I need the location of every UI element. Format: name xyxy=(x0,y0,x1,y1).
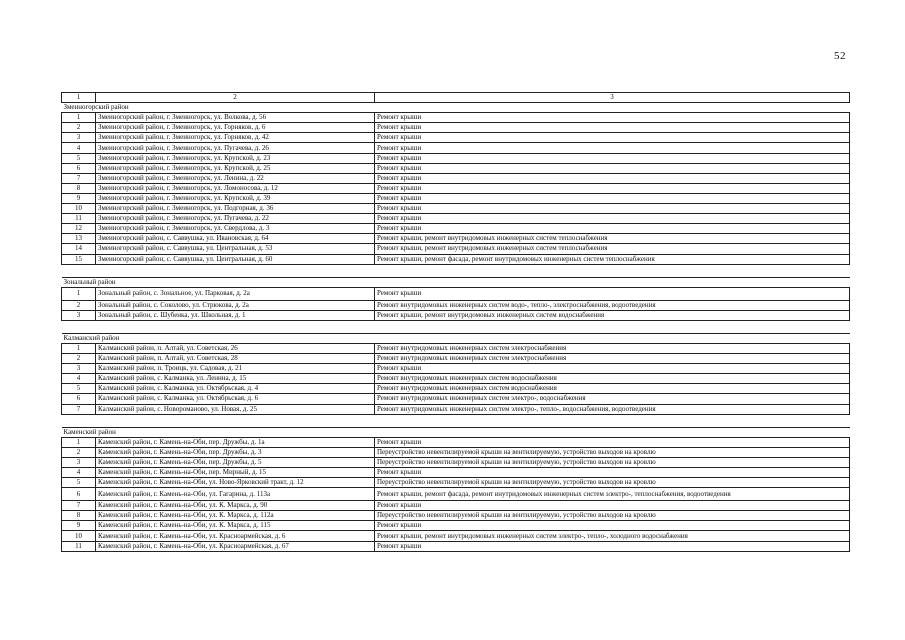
row-number: 6 xyxy=(62,488,96,501)
column-header-2: 2 xyxy=(96,93,375,103)
table-row xyxy=(62,384,850,394)
row-number: 6 xyxy=(62,163,96,173)
repair-work-type: Ремонт крыши xyxy=(375,224,850,234)
row-number: 7 xyxy=(62,404,96,414)
section-spacer xyxy=(62,414,850,427)
repair-work-type: Ремонт внутридомовых инженерных систем электро-, тепло-, водоснабжения, водоотведения xyxy=(375,404,850,414)
repair-work-type: Ремонт внутридомовых инженерных систем электроснабжения xyxy=(375,354,850,364)
row-number: 11 xyxy=(62,214,96,224)
building-address: Змеиногорский район, г. Змеиногорск, ул. Горняков, д. 6 xyxy=(96,123,375,133)
building-address: Змеиногорский район, г. Змеиногорск, ул. Крупской, д. 39 xyxy=(96,193,375,203)
repair-work-type: Переустройство невентилируемой крыши на вентилируемую, устройство выходов на кровлю xyxy=(375,478,850,488)
repair-work-type: Ремонт крыши xyxy=(375,183,850,193)
table-row xyxy=(62,287,850,300)
row-number: 4 xyxy=(62,468,96,478)
row-number: 2 xyxy=(62,447,96,457)
table-row xyxy=(62,113,850,123)
row-number: 9 xyxy=(62,193,96,203)
district-heading-row xyxy=(62,333,850,343)
spacer-cell xyxy=(62,414,850,427)
district-heading: Зональный район xyxy=(62,277,850,287)
repair-work-type: Ремонт крыши, ремонт внутридомовых инженерных систем теплоснабжения xyxy=(375,244,850,254)
repair-work-type: Ремонт крыши, ремонт фасада, ремонт внутридомовых инженерных систем электро-, теплоснабжения, водоотведения xyxy=(375,488,850,501)
building-address: Змеиногорский район, с. Саввушка, ул. Центральная, д. 53 xyxy=(96,244,375,254)
row-number: 1 xyxy=(62,287,96,300)
row-number: 1 xyxy=(62,113,96,123)
table-row xyxy=(62,447,850,457)
building-address: Змеиногорский район, г. Змеиногорск, ул. Пугачева, д. 26 xyxy=(96,143,375,153)
repair-work-type: Ремонт крыши, ремонт внутридомовых инженерных систем водоснабжения xyxy=(375,310,850,320)
building-address: Зональный район, с. Соколово, ул. Стрюкова, д. 2а xyxy=(96,300,375,310)
building-address: Калманский район, с. Калманка, ул. Октябрьская, д. 4 xyxy=(96,384,375,394)
section-spacer xyxy=(62,320,850,333)
row-number: 7 xyxy=(62,173,96,183)
building-address: Зональный район, с. Шубенка, ул. Школьная, д. 1 xyxy=(96,310,375,320)
repair-work-type: Ремонт крыши xyxy=(375,173,850,183)
table-row xyxy=(62,214,850,224)
section-spacer xyxy=(62,264,850,277)
row-number: 1 xyxy=(62,437,96,447)
table-row xyxy=(62,254,850,264)
building-address: Каменский район, г. Камень-на-Оби, ул. К. Маркса, д. 115 xyxy=(96,521,375,531)
building-address: Змеиногорский район, г. Змеиногорск, ул. Крупской, д. 25 xyxy=(96,163,375,173)
repair-register-table xyxy=(61,92,850,552)
repair-work-type: Ремонт крыши xyxy=(375,214,850,224)
repair-work-type: Ремонт крыши xyxy=(375,133,850,143)
building-address: Змеиногорский район, г. Змеиногорск, ул. Ломоносова, д. 12 xyxy=(96,183,375,193)
table-row xyxy=(62,404,850,414)
district-heading: Калманский район xyxy=(62,333,850,343)
row-number: 12 xyxy=(62,224,96,234)
table-row xyxy=(62,224,850,234)
building-address: Змеиногорский район, г. Змеиногорск, ул. Ленина, д. 22 xyxy=(96,173,375,183)
row-number: 3 xyxy=(62,457,96,467)
repair-work-type: Ремонт крыши, ремонт внутридомовых инженерных систем теплоснабжения xyxy=(375,234,850,244)
repair-work-type: Ремонт крыши xyxy=(375,521,850,531)
table-row xyxy=(62,153,850,163)
spacer-cell xyxy=(62,320,850,333)
row-number: 4 xyxy=(62,374,96,384)
building-address: Калманский район, п. Алтай, ул. Советская, 28 xyxy=(96,354,375,364)
repair-work-type: Переустройство невентилируемой крыши на вентилируемую, устройство выходов на кровлю xyxy=(375,511,850,521)
building-address: Каменский район, г. Камень-на-Оби, ул. К. Маркса, д. 90 xyxy=(96,501,375,511)
repair-work-type: Ремонт крыши xyxy=(375,437,850,447)
building-address: Змеиногорский район, г. Змеиногорск, ул. Пугачева, д. 22 xyxy=(96,214,375,224)
row-number: 1 xyxy=(62,343,96,353)
row-number: 8 xyxy=(62,511,96,521)
repair-work-type: Ремонт крыши, ремонт внутридомовых инженерных систем электро-, тепло-, холодного водоснабжения xyxy=(375,531,850,541)
repair-work-type: Ремонт крыши xyxy=(375,468,850,478)
building-address: Каменский район, г. Камень-на-Оби, ул. Красноармейская, д. 67 xyxy=(96,541,375,551)
district-heading: Каменский район xyxy=(62,427,850,437)
table-row xyxy=(62,163,850,173)
repair-work-type: Ремонт крыши xyxy=(375,193,850,203)
repair-work-type: Ремонт внутридомовых инженерных систем электроснабжения xyxy=(375,343,850,353)
building-address: Каменский район, г. Камень-на-Оби, пер. Дружбы, д. 3 xyxy=(96,447,375,457)
table-row xyxy=(62,364,850,374)
table-row xyxy=(62,541,850,551)
table-row xyxy=(62,234,850,244)
district-heading-row xyxy=(62,103,850,113)
row-number: 11 xyxy=(62,541,96,551)
row-number: 5 xyxy=(62,384,96,394)
repair-work-type: Ремонт крыши xyxy=(375,364,850,374)
building-address: Каменский район, г. Камень-на-Оби, пер. Дружбы, д. 1а xyxy=(96,437,375,447)
building-address: Калманский район, с. Калманка, ул. Октябрьская, д. 6 xyxy=(96,394,375,404)
repair-work-type: Ремонт крыши xyxy=(375,204,850,214)
repair-work-type: Ремонт внутридомовых инженерных систем водоснабжения xyxy=(375,374,850,384)
building-address: Калманский район, п. Алтай, ул. Советская, 26 xyxy=(96,343,375,353)
row-number: 14 xyxy=(62,244,96,254)
row-number: 5 xyxy=(62,478,96,488)
repair-work-type: Ремонт внутридомовых инженерных систем электро-, водоснабжения xyxy=(375,394,850,404)
building-address: Каменский район, г. Камень-на-Оби, ул. Гагарина, д. 113а xyxy=(96,488,375,501)
building-address: Калманский район, с. Калманка, ул. Ленина, д. 15 xyxy=(96,374,375,384)
repair-work-type: Ремонт внутридомовых инженерных систем водо-, тепло-, электроснабжения, водоотведения xyxy=(375,300,850,310)
district-heading-row xyxy=(62,427,850,437)
building-address: Калманский район, с. Новороманово, ул. Новая, д. 25 xyxy=(96,404,375,414)
building-address: Калманский район, п. Троицк, ул. Садовая, д. 21 xyxy=(96,364,375,374)
row-number: 9 xyxy=(62,521,96,531)
row-number: 8 xyxy=(62,183,96,193)
table-row xyxy=(62,244,850,254)
table-body xyxy=(62,93,850,552)
building-address: Змеиногорский район, с. Саввушка, ул. Центральная, д. 60 xyxy=(96,254,375,264)
table-row xyxy=(62,133,850,143)
table-row xyxy=(62,204,850,214)
repair-work-type: Ремонт крыши, ремонт фасада, ремонт внутридомовых инженерных систем теплоснабжения xyxy=(375,254,850,264)
repair-work-type: Ремонт крыши xyxy=(375,287,850,300)
row-number: 3 xyxy=(62,133,96,143)
building-address: Каменский район, г. Камень-на-Оби, ул. К. Маркса, д. 112а xyxy=(96,511,375,521)
row-number: 3 xyxy=(62,364,96,374)
building-address: Каменский район, г. Камень-на-Оби, ул. Ново-Ярковский тракт, д. 12 xyxy=(96,478,375,488)
repair-work-type: Ремонт внутридомовых инженерных систем водоснабжения xyxy=(375,384,850,394)
district-heading: Змеиногорский район xyxy=(62,103,850,113)
row-number: 4 xyxy=(62,143,96,153)
building-address: Каменский район, г. Камень-на-Оби, пер. Мирный, д. 15 xyxy=(96,468,375,478)
table-row xyxy=(62,478,850,488)
repair-work-type: Ремонт крыши xyxy=(375,143,850,153)
row-number: 3 xyxy=(62,310,96,320)
row-number: 7 xyxy=(62,501,96,511)
repair-work-type: Ремонт крыши xyxy=(375,113,850,123)
row-number: 10 xyxy=(62,204,96,214)
repair-work-type: Ремонт крыши xyxy=(375,163,850,173)
building-address: Каменский район, г. Камень-на-Оби, ул. Красноармейская, д. 6 xyxy=(96,531,375,541)
column-header-1: 1 xyxy=(62,93,96,103)
repair-work-type: Ремонт крыши xyxy=(375,153,850,163)
table-row xyxy=(62,193,850,203)
row-number: 2 xyxy=(62,300,96,310)
table-row xyxy=(62,374,850,384)
table-row xyxy=(62,173,850,183)
column-header-3: 3 xyxy=(375,93,850,103)
row-number: 13 xyxy=(62,234,96,244)
district-heading-row xyxy=(62,277,850,287)
building-address: Змеиногорский район, г. Змеиногорск, ул. Подгорная, д. 36 xyxy=(96,204,375,214)
row-number: 5 xyxy=(62,153,96,163)
table-row xyxy=(62,300,850,310)
register-sheet xyxy=(61,92,849,552)
repair-work-type: Ремонт крыши xyxy=(375,541,850,551)
table-row xyxy=(62,143,850,153)
table-row xyxy=(62,501,850,511)
row-number: 10 xyxy=(62,531,96,541)
table-row xyxy=(62,437,850,447)
row-number: 2 xyxy=(62,123,96,133)
row-number: 6 xyxy=(62,394,96,404)
table-row xyxy=(62,488,850,501)
table-row xyxy=(62,343,850,353)
building-address: Каменский район, г. Камень-на-Оби, пер. Дружбы, д. 5 xyxy=(96,457,375,467)
table-row xyxy=(62,521,850,531)
repair-work-type: Ремонт крыши xyxy=(375,501,850,511)
table-row xyxy=(62,394,850,404)
building-address: Змеиногорский район, г. Змеиногорск, ул. Горняков, д. 42 xyxy=(96,133,375,143)
repair-work-type: Переустройство невентилируемой крыши на вентилируемую, устройство выходов на кровлю xyxy=(375,447,850,457)
row-number: 15 xyxy=(62,254,96,264)
repair-work-type: Ремонт крыши xyxy=(375,123,850,133)
table-row xyxy=(62,531,850,541)
table-row xyxy=(62,183,850,193)
page-number: 52 xyxy=(834,50,846,62)
building-address: Зональный район, с. Зональное, ул. Парковая, д. 2а xyxy=(96,287,375,300)
building-address: Змеиногорский район, г. Змеиногорск, ул. Волкова, д. 56 xyxy=(96,113,375,123)
table-row xyxy=(62,123,850,133)
repair-work-type: Переустройство невентилируемой крыши на вентилируемую, устройство выходов на кровлю xyxy=(375,457,850,467)
table-row xyxy=(62,310,850,320)
column-number-row xyxy=(62,93,850,103)
row-number: 2 xyxy=(62,354,96,364)
building-address: Змеиногорский район, г. Змеиногорск, ул. Крупской, д. 23 xyxy=(96,153,375,163)
spacer-cell xyxy=(62,264,850,277)
table-row xyxy=(62,354,850,364)
building-address: Змеиногорский район, г. Змеиногорск, ул. Свердлова, д. 3 xyxy=(96,224,375,234)
table-row xyxy=(62,457,850,467)
building-address: Змеиногорский район, с. Саввушка, ул. Ивановская, д. 64 xyxy=(96,234,375,244)
table-row xyxy=(62,511,850,521)
table-row xyxy=(62,468,850,478)
